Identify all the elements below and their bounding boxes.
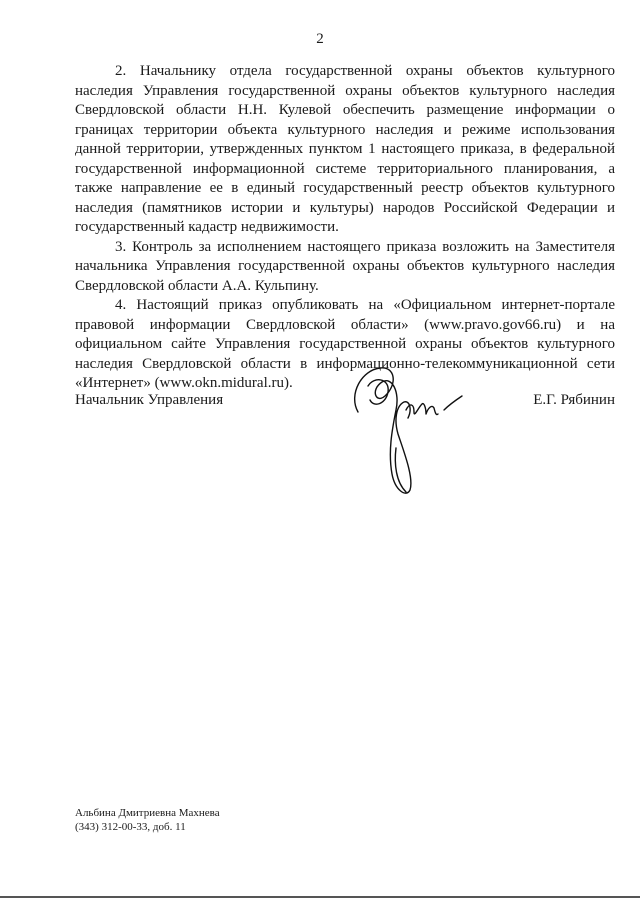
contact-phone: (343) 312-00-33, доб. 11 <box>75 821 186 833</box>
paragraph-3: 3. Контроль за исполнением настоящего приказа возложить на Заместителя начальника Управления государственной охраны объектов культурного наследия Свердловской области А.А. Кульпину. <box>75 238 615 294</box>
handwritten-signature <box>340 352 470 502</box>
page-number: 2 <box>316 31 324 47</box>
footer-contact <box>75 806 220 834</box>
paragraph-4: 4. Настоящий приказ опубликовать на «Официальном интернет-портале правовой информации Свердловской области» (www.pravo.gov66.ru) и на официальном сайте Управления государственной охраны объектов культурного наследия Свердловской области в информационно-телекоммуникационной сети «Интернет» (www.okn.midural.ru). <box>75 297 615 391</box>
paragraph-2: 2. Начальнику отдела государственной охраны объектов культурного наследия Управления государственной охраны объектов культурного наследия Свердловской области Н.Н. Кулевой обеспечить размещение информации о границах территории объекта культурного наследия и режиме использования данной территории, утвержденных пунктом 1 настоящего приказа, в федеральной государственной информационной системе территориального планирования, а также направление ее в единый государственный реестр объектов культурного наследия (памятников истории и культуры) народов Российской Федерации и государственный кадастр недвижимости. <box>75 63 615 235</box>
signatory-position: Начальник Управления <box>75 392 224 408</box>
contact-name: Альбина Дмитриевна Махнева <box>75 807 220 819</box>
bottom-rule <box>0 896 640 898</box>
signatory-name: Е.Г. Рябинин <box>533 392 615 408</box>
document-body <box>75 62 615 394</box>
